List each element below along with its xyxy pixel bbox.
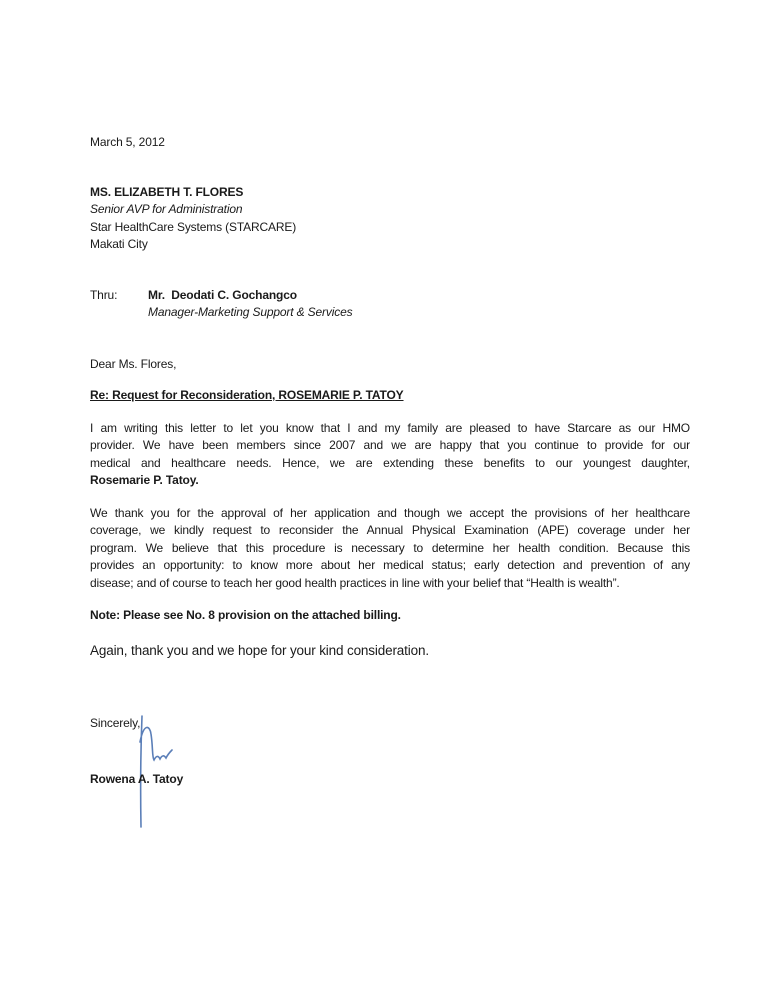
subject-line: Re: Request for Reconsideration, ROSEMARIE P. TATOY: [90, 388, 404, 402]
paragraph-line: disease; and of course to teach her good health practices in line with your belief that “Health is wealth”.: [90, 575, 620, 590]
paragraph-line: provides an opportunity: to know more about her medical status; early detection and prevention of any: [90, 558, 690, 573]
paragraph-line: Rosemarie P. Tatoy.: [90, 473, 199, 488]
salutation: Dear Ms. Flores,: [90, 357, 177, 371]
paragraph-line: medical and healthcare needs. Hence, we are extending these benefits to our youngest daughter,: [90, 455, 690, 470]
paragraph-line: I am writing this letter to let you know that I and my family are pleased to have Starcare as our HMO: [90, 421, 690, 435]
recipient-name: MS. ELIZABETH T. FLORES: [90, 185, 244, 199]
paragraph-line: coverage, we kindly request to reconsider the Annual Physical Examination (APE) coverage under her: [90, 523, 690, 538]
paragraph-1: [90, 420, 690, 490]
closing-line: Again, thank you and we hope for your kind consideration.: [90, 643, 429, 658]
letter-date: March 5, 2012: [90, 135, 165, 149]
recipient-company: Star HealthCare Systems (STARCARE): [90, 219, 297, 234]
recipient-title: Senior AVP for Administration: [90, 202, 243, 217]
paragraph-line: provider. We have been members since 2007 and we are happy that you continue to provide for our: [90, 438, 690, 453]
thru-block: [90, 287, 490, 323]
complimentary-close: Sincerely,: [90, 716, 141, 730]
paragraph-line: program. We believe that this procedure is necessary to determine her health condition. Because this: [90, 540, 690, 555]
note-line: Note: Please see No. 8 provision on the attached billing.: [90, 608, 401, 622]
signatory-name: Rowena A. Tatoy: [90, 772, 184, 786]
thru-label: Thru:: [90, 288, 118, 302]
paragraph-2: [90, 505, 690, 592]
thru-title: Manager-Marketing Support & Services: [148, 305, 353, 320]
paragraph-line: We thank you for the approval of her application and though we accept the provisions of her healthcare: [90, 506, 690, 520]
recipient-city: Makati City: [90, 237, 148, 252]
recipient-block: [90, 184, 296, 254]
thru-name: Mr. Deodati C. Gochangco: [148, 288, 297, 302]
